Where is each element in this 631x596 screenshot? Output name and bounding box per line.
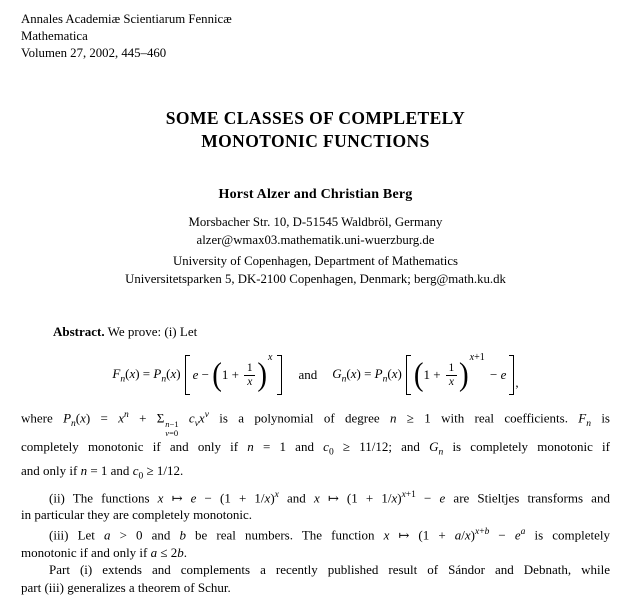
open-bracket: [406, 355, 411, 395]
abstract-label: Abstract.: [53, 324, 105, 339]
journal-header: [21, 11, 610, 62]
alzer-address: Morsbacher Str. 10, D-51545 Waldbröl, Germany: [188, 215, 443, 229]
affiliation-berg: [21, 252, 610, 288]
abstract-paragraph-line: Part (i) extends and complements a recently published result of Sándor and Debnath, while: [49, 562, 610, 578]
abstract-paragraph-line: where $P_n(x) = x^n + \Sigma$ n−1 ν=0 $c_\nu x^\nu$ is a polynomial of degree n ≥ 1 with real coefficients. $F_n$ is: [21, 410, 610, 439]
big-close-paren: ): [257, 357, 267, 393]
fraction-numerator: 1: [246, 361, 253, 374]
title-line-2: MONOTONIC FUNCTIONS: [201, 131, 430, 151]
abstract-paragraph-line: completely monotonic if and only if n = 1 and $c_0 \ge 11/12$; and $G_n$ is completely monotonic if: [21, 439, 610, 458]
close-bracket: [277, 355, 282, 395]
abstract-paragraph-line: monotonic if and only if a ≤ 2b.: [21, 544, 188, 560]
display-equation: [21, 352, 610, 398]
equation-and: and: [298, 367, 318, 382]
affiliation-alzer: [21, 213, 610, 249]
page-title: [21, 107, 610, 153]
close-bracket: [509, 355, 514, 395]
berg-address: Universitetsparken 5, DK-2100 Copenhagen, Denmark; berg@math.ku.dk: [125, 272, 506, 286]
exponent-x-plus-1: x+1: [469, 352, 485, 363]
fraction-denominator: x: [446, 375, 457, 389]
equation-minus-e: − e: [486, 367, 507, 382]
fraction-one-over-x: [244, 362, 255, 389]
exponent-x: x: [267, 352, 273, 363]
berg-department: University of Copenhagen, Department of Mathematics: [172, 254, 458, 268]
abstract-paragraph-line: in particular they are completely monotonic.: [21, 507, 253, 523]
equation-g-lhs: $G_n(x) = P_n(x)$: [332, 365, 402, 385]
equation-one-plus: 1 +: [423, 367, 444, 382]
abstract-paragraph-line: part (iii) generalizes a theorem of Schur.: [21, 579, 231, 595]
journal-volume: Volumen 27, 2002, 445–460: [21, 46, 167, 60]
abstract-paragraph-line: (ii) The functions x ↦ $e - (1 + 1/x)^x$ and x ↦ $(1 + 1/x)^{x+1} - e$ are Stieltjes transforms and: [49, 489, 610, 505]
abstract-lead: [21, 323, 610, 340]
equation-f-lhs: $F_n(x) = P_n(x)$: [112, 365, 181, 385]
equation-comma: ,: [515, 375, 519, 390]
title-line-1: SOME CLASSES OF COMPLETELY: [165, 108, 466, 128]
fraction-denominator: x: [244, 375, 255, 389]
abstract-paragraph-line: (iii) Let a > 0 and b be real numbers. The function x ↦ $(1 + a/x)^{x+b} - e^a$ is completely: [49, 526, 610, 543]
journal-name: Annales Academiæ Scientiarum Fennicæ: [21, 12, 232, 26]
fraction-numerator: 1: [448, 361, 455, 374]
alzer-email: alzer@wmax03.mathematik.uni-wuerzburg.de: [196, 233, 435, 247]
big-open-paren: (: [212, 357, 222, 393]
open-bracket: [185, 355, 190, 395]
journal-series: Mathematica: [21, 29, 88, 43]
equation-one-plus: 1 +: [221, 367, 243, 382]
fraction-one-over-x: [446, 362, 457, 389]
abstract-lead-text: We prove: (i) Let: [104, 324, 198, 339]
big-open-paren: (: [413, 357, 424, 393]
equation-e-minus: e −: [192, 367, 213, 382]
authors: Horst Alzer and Christian Berg: [218, 187, 413, 202]
big-close-paren: ): [458, 357, 469, 393]
abstract-body: [21, 407, 610, 596]
abstract-paragraph-line: and only if n = 1 and $c_0 \ge 1/12$.: [21, 463, 184, 483]
